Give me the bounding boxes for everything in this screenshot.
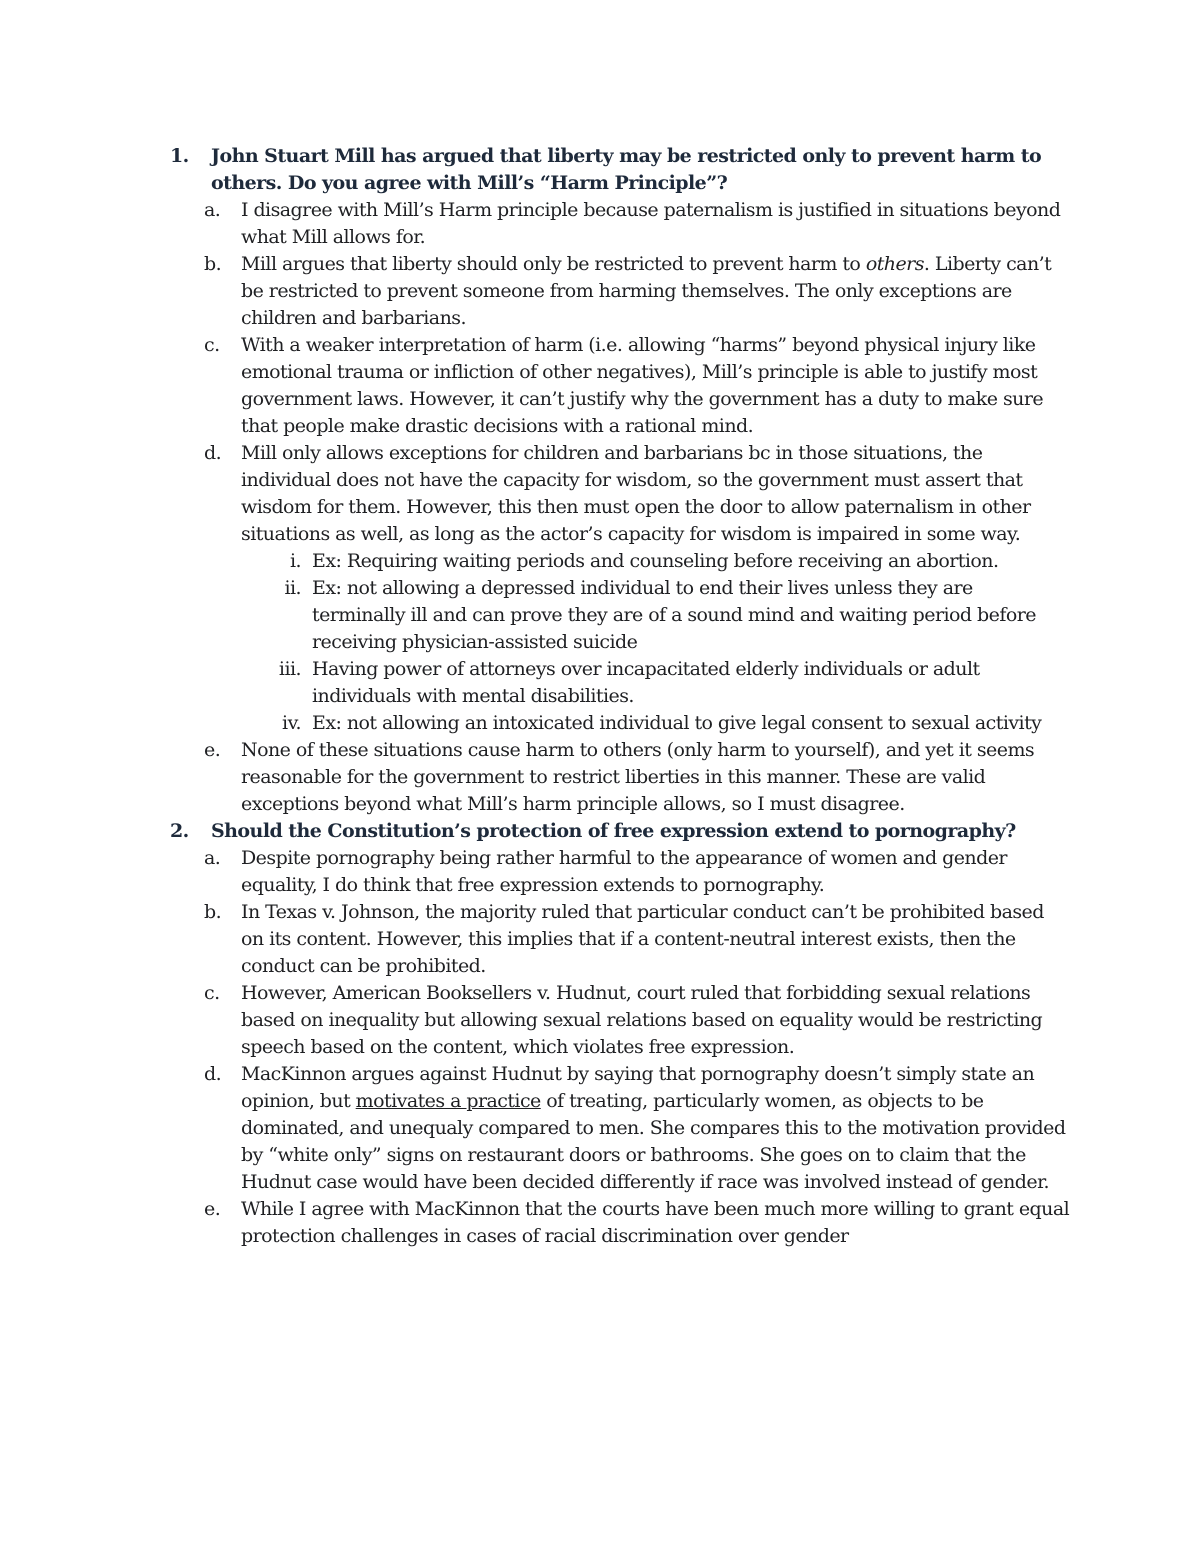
- sub-item: [241, 656, 1070, 710]
- sub-item: [241, 710, 1070, 737]
- answer-marker: e.: [204, 1198, 221, 1220]
- answer-marker: b.: [204, 253, 222, 275]
- sub-item-text: Ex: not allowing a depressed individual to end their lives unless they are terminally ill and can prove they are of a sound mind and waiting period before receiving physician-assisted suicide: [312, 577, 1036, 653]
- answer-item: [170, 899, 1070, 980]
- answer-marker: d.: [204, 1063, 222, 1085]
- question-text: John Stuart Mill has argued that liberty may be restricted only to prevent harm to others. Do you agree with Mill’s “Harm Principle”?: [211, 145, 1042, 194]
- question-text: Should the Constitution’s protection of free expression extend to pornography?: [211, 820, 1016, 842]
- answer-text: However, American Booksellers v. Hudnut, court ruled that forbidding sexual relations based on inequality but allowing sexual relations based on equality would be restricting speech based on the content, which violates free expression.: [241, 982, 1043, 1058]
- question-2: [170, 818, 1070, 845]
- answer-text-start: MacKinnon argues against Hudnut by saying that pornography doesn’t simply state an opinion, but: [241, 1063, 1035, 1112]
- answer-item: [170, 251, 1070, 332]
- answer-marker: a.: [204, 847, 221, 869]
- answer-item: [170, 1061, 1070, 1196]
- answer-item: [170, 332, 1070, 440]
- answer-item: [170, 845, 1070, 899]
- answer-item: [170, 980, 1070, 1061]
- answer-text-emphasis: others: [865, 253, 924, 275]
- sub-item-marker: ii.: [284, 577, 301, 599]
- answer-marker: b.: [204, 901, 222, 923]
- question-1: [170, 143, 1070, 197]
- answer-item: [170, 197, 1070, 251]
- sub-item-text: Having power of attorneys over incapacitated elderly individuals or adult individuals with mental disabilities.: [312, 658, 980, 707]
- answer-marker: a.: [204, 199, 221, 221]
- answer-text: While I agree with MacKinnon that the courts have been much more willing to grant equal protection challenges in cases of racial discrimination over gender: [241, 1198, 1070, 1247]
- answer-item: [170, 737, 1070, 818]
- answer-item: [170, 440, 1070, 737]
- answer-text-end: . Liberty can’t be restricted to prevent someone from harming themselves. The only exceptions are children and barbarians.: [241, 253, 1052, 329]
- answer-item: [170, 1196, 1070, 1250]
- answer-text-start: Mill argues that liberty should only be restricted to prevent harm to: [241, 253, 866, 275]
- sub-item-marker: i.: [289, 550, 301, 572]
- question-1-answers: [170, 197, 1070, 818]
- sub-item-marker: iv.: [282, 712, 301, 734]
- answer-marker: d.: [204, 442, 222, 464]
- question-number: 1.: [170, 145, 189, 167]
- answer-text: Mill only allows exceptions for children and barbarians bc in those situations, the individual does not have the capacity for wisdom, so the government must assert that wisdom for them. However, this then must open the door to allow paternalism in other situations as well, as long as the actor’s capacity for wisdom is impaired in some way.: [241, 442, 1031, 545]
- answer-text: None of these situations cause harm to others (only harm to yourself), and yet it seems reasonable for the government to restrict liberties in this manner. These are valid exceptions beyond what Mill’s harm principle allows, so I must disagree.: [241, 739, 1035, 815]
- answer-text: With a weaker interpretation of harm (i.e. allowing “harms” beyond physical injury like emotional trauma or infliction of other negatives), Mill’s principle is able to justify most government laws. However, it can’t justify why the government has a duty to make sure that people make drastic decisions with a rational mind.: [241, 334, 1044, 437]
- question-number: 2.: [170, 820, 189, 842]
- sub-item-text: Ex: not allowing an intoxicated individual to give legal consent to sexual activity: [312, 712, 1042, 734]
- underlined-phrase: motivates a practice: [355, 1090, 541, 1112]
- sub-item-text: Ex: Requiring waiting periods and counseling before receiving an abortion.: [312, 550, 999, 572]
- answer-marker: e.: [204, 739, 221, 761]
- answer-marker: c.: [204, 982, 220, 1004]
- sub-item: [241, 548, 1070, 575]
- answer-marker: c.: [204, 334, 220, 356]
- answer-text-end: of treating, particularly women, as objects to be dominated, and unequaly compared to men. She compares this to the motivation provided by “white only” signs on restaurant doors or bathrooms. She goes on to claim that the Hudnut case would have been decided differently if race was involved instead of gender.: [241, 1090, 1066, 1193]
- answer-text: In Texas v. Johnson, the majority ruled that particular conduct can’t be prohibited based on its content. However, this implies that if a content-neutral interest exists, then the conduct can be prohibited.: [241, 901, 1044, 977]
- sub-item-marker: iii.: [278, 658, 301, 680]
- answer-text: I disagree with Mill’s Harm principle because paternalism is justified in situations beyond what Mill allows for.: [241, 199, 1061, 248]
- answer-text: Despite pornography being rather harmful to the appearance of women and gender equality, I do think that free expression extends to pornography.: [241, 847, 1007, 896]
- sub-item: [241, 575, 1070, 656]
- document-body: [170, 143, 1070, 1250]
- question-2-answers: [170, 845, 1070, 1250]
